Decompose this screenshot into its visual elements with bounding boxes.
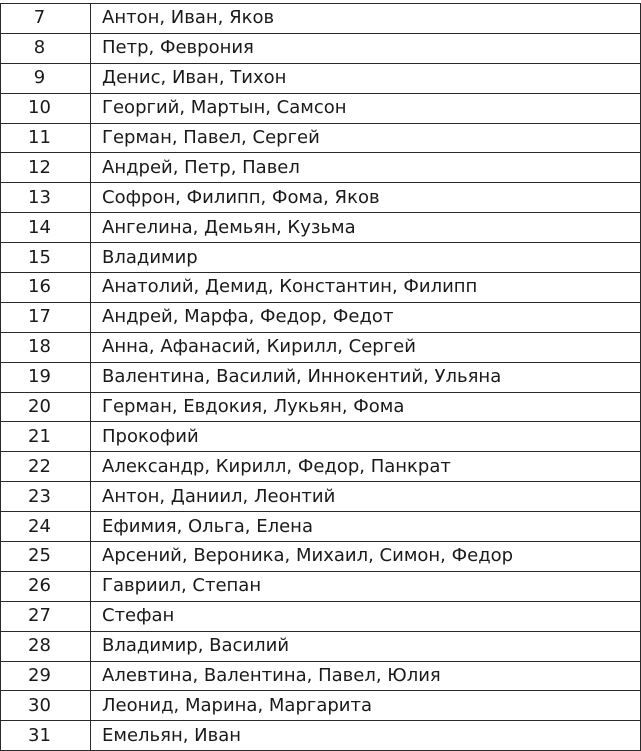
day-number-cell: 14 (1, 213, 91, 243)
names-cell: Петр, Феврония (91, 33, 641, 63)
table-row (1, 302, 641, 332)
table-row (1, 452, 641, 482)
names-cell: Валентина, Василий, Иннокентий, Ульяна (91, 362, 641, 392)
day-number-cell: 29 (1, 661, 91, 691)
day-number-cell: 26 (1, 571, 91, 601)
day-number-cell: 27 (1, 601, 91, 631)
names-cell: Стефан (91, 601, 641, 631)
names-cell: Арсений, Вероника, Михаил, Симон, Федор (91, 542, 641, 572)
names-cell: Герман, Павел, Сергей (91, 123, 641, 153)
table-row (1, 33, 641, 63)
day-number-cell: 15 (1, 243, 91, 273)
day-number-cell: 25 (1, 542, 91, 572)
names-cell: Антон, Иван, Яков (91, 4, 641, 34)
names-cell: Георгий, Мартын, Самсон (91, 93, 641, 123)
names-cell: Герман, Евдокия, Лукьян, Фома (91, 392, 641, 422)
day-number-cell: 23 (1, 482, 91, 512)
table-row (1, 631, 641, 661)
table-row (1, 243, 641, 273)
day-number-cell: 18 (1, 332, 91, 362)
day-number-cell: 11 (1, 123, 91, 153)
table-row (1, 601, 641, 631)
name-day-table (0, 3, 641, 751)
names-cell: Анатолий, Демид, Константин, Филипп (91, 273, 641, 303)
day-number-cell: 10 (1, 93, 91, 123)
table-row (1, 482, 641, 512)
names-cell: Алевтина, Валентина, Павел, Юлия (91, 661, 641, 691)
names-cell: Прокофий (91, 422, 641, 452)
day-number-cell: 12 (1, 153, 91, 183)
table-row (1, 571, 641, 601)
day-number-cell: 21 (1, 422, 91, 452)
names-cell: Софрон, Филипп, Фома, Яков (91, 183, 641, 213)
day-number-cell: 19 (1, 362, 91, 392)
names-cell: Денис, Иван, Тихон (91, 63, 641, 93)
names-cell: Александр, Кирилл, Федор, Панкрат (91, 452, 641, 482)
names-cell: Андрей, Марфа, Федор, Федот (91, 302, 641, 332)
table-row (1, 542, 641, 572)
day-number-cell: 22 (1, 452, 91, 482)
names-cell: Владимир, Василий (91, 631, 641, 661)
table-row (1, 691, 641, 721)
day-number-cell: 31 (1, 721, 91, 751)
table-row (1, 213, 641, 243)
names-cell: Антон, Даниил, Леонтий (91, 482, 641, 512)
names-cell: Андрей, Петр, Павел (91, 153, 641, 183)
table-row (1, 4, 641, 34)
day-number-cell: 7 (1, 4, 91, 34)
names-cell: Ангелина, Демьян, Кузьма (91, 213, 641, 243)
table-row (1, 63, 641, 93)
day-number-cell: 8 (1, 33, 91, 63)
names-cell: Владимир (91, 243, 641, 273)
table-row (1, 123, 641, 153)
table-row (1, 392, 641, 422)
day-number-cell: 24 (1, 512, 91, 542)
table-row (1, 721, 641, 751)
table-body (1, 4, 641, 751)
table-row (1, 183, 641, 213)
table-row (1, 93, 641, 123)
names-cell: Гавриил, Степан (91, 571, 641, 601)
names-cell: Леонид, Марина, Маргарита (91, 691, 641, 721)
day-number-cell: 28 (1, 631, 91, 661)
day-number-cell: 17 (1, 302, 91, 332)
table-row (1, 512, 641, 542)
names-cell: Анна, Афанасий, Кирилл, Сергей (91, 332, 641, 362)
table-row (1, 661, 641, 691)
names-cell: Ефимия, Ольга, Елена (91, 512, 641, 542)
names-cell: Емельян, Иван (91, 721, 641, 751)
day-number-cell: 30 (1, 691, 91, 721)
day-number-cell: 9 (1, 63, 91, 93)
table-row (1, 153, 641, 183)
table-row (1, 273, 641, 303)
table-row (1, 362, 641, 392)
table-row (1, 422, 641, 452)
day-number-cell: 13 (1, 183, 91, 213)
name-day-table-container (0, 3, 641, 751)
day-number-cell: 16 (1, 273, 91, 303)
table-row (1, 332, 641, 362)
day-number-cell: 20 (1, 392, 91, 422)
